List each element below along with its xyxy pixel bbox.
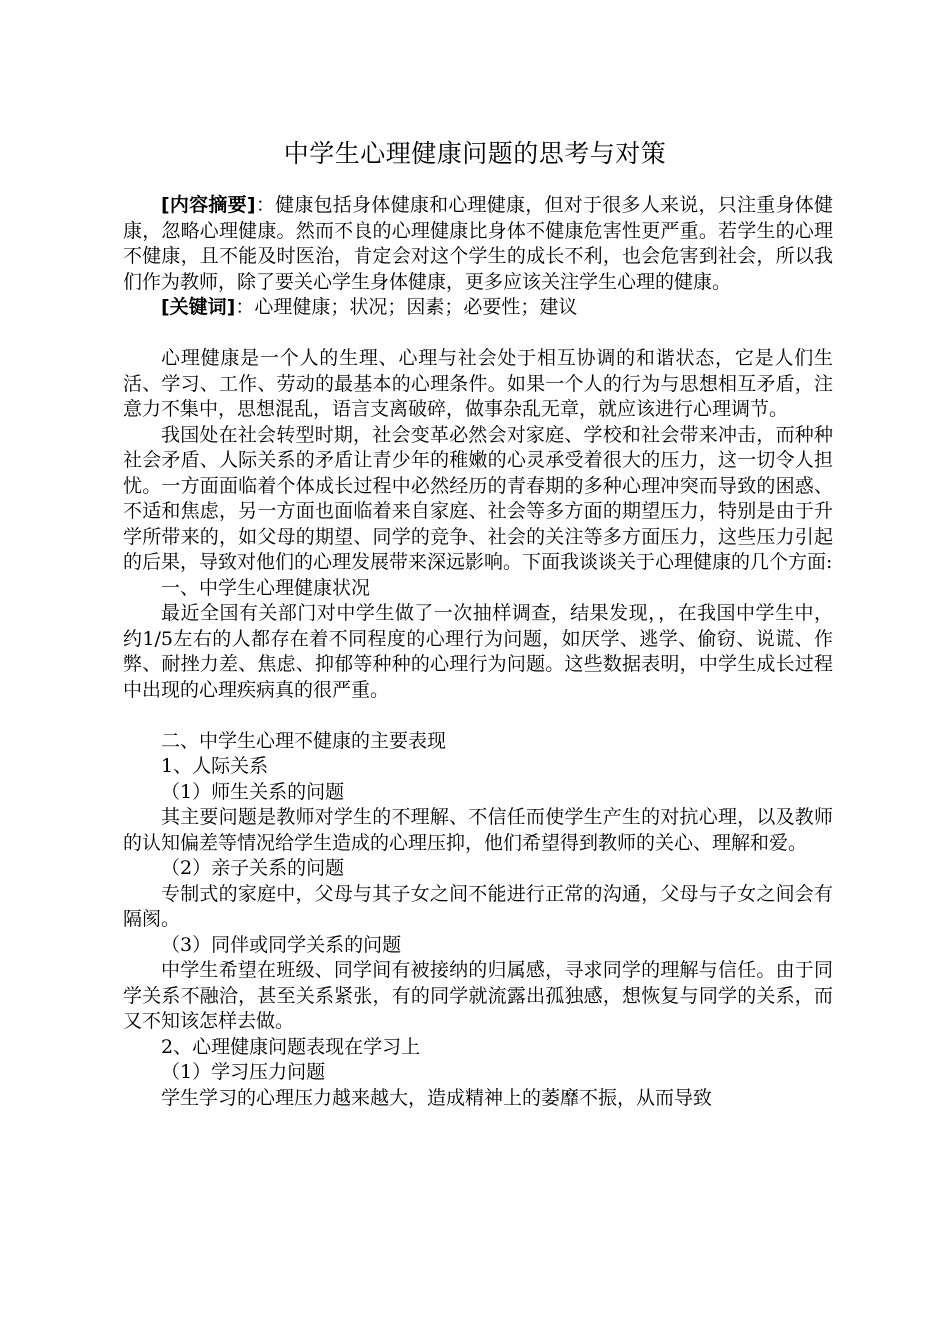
intro-paragraph-2: 我国处在社会转型时期，社会变革必然会对家庭、学校和社会带来冲击，而种种社会矛盾、人际关系的矛盾让青少年的稚嫩的心灵承受着很大的压力，这一切令人担忧。一方面面临着个体成长过程中必然经历的青春期的多种心理冲突而导致的困惑、不适和焦虑，另一方面也面临着来自家庭、社会等多方面的期望压力，特别是由于升学所带来的，如父母的期望、同学的竞争、社会的关注等多方面压力，这些压力引起的后果，导致对他们的心理发展带来深远影响。下面我谈谈关于心理健康的几个方面: [123,423,833,573]
subheading-2: 2、心理健康问题表现在学习上 [161,1035,421,1058]
keywords-paragraph [123,295,833,321]
text-2-1: 学生学习的心理压力越来越大，造成精神上的萎靡不振，从而导致 [161,1086,713,1109]
section-1-paragraph: 最近全国有关部门对中学生做了一次抽样调查，结果发现，，在我国中学生中，约1/5左右的人都存在着不同程度的心理行为问题，如厌学、逃学、偷窃、说谎、作弊、耐挫力差、焦虑、抑郁等种种的心理行为问题。这些数据表明，中学生成长过程中出现的心理疾病真的很严重。 [123,602,833,701]
abstract-text: ：健康包括身体健康和心理健康，但对于很多人来说，只注重身体健康，忽略心理健康。然而不良的心理健康比身体不健康危害性更严重。若学生的心理不健康，且不能及时医治，肯定会对这个学生的成长不利，也会危害到社会，所以我们作为教师，除了要关心学生身体健康，更多应该关注学生心理的健康。 [123,194,833,293]
document-title: 中学生心理健康问题的思考与对策 [283,139,667,168]
keywords-label: [关键词] [161,296,236,318]
section-heading-1: 一、中学生心理健康状况 [161,576,371,599]
subheading-1: 1、人际关系 [161,755,269,777]
keywords-text: ：心理健康；状况；因素；必要性；建议 [235,296,578,318]
document-body [123,193,833,1111]
intro-paragraph-1: 心理健康是一个人的生理、心理与社会处于相互协调的和谐状态，它是人们生活、学习、工作、劳动的最基本的心理条件。如果一个人的行为与思想相互矛盾，注意力不集中，思想混乱，语言支离破碎，做事杂乱无章，就应该进行心理调节。 [123,347,833,420]
subheading-1-1: （1）师生关系的问题 [161,780,345,803]
text-1-1: 其主要问题是教师对学生的不理解、不信任而使学生产生的对抗心理，以及教师的认知偏差等情况给学生造成的心理压抑，他们希望得到教师的关心、理解和爱。 [123,806,833,854]
blank-line [123,321,833,347]
abstract-paragraph [123,193,833,295]
subheading-1-3: （3）同伴或同学关系的问题 [161,933,402,956]
subheading-2-1: （1）学习压力问题 [161,1061,326,1083]
text-1-2: 专制式的家庭中，父母与其子女之间不能进行正常的沟通，父母与子女之间会有隔阂。 [123,882,833,930]
text-1-3: 中学生希望在班级、同学间有被接纳的归属感，寻求同学的理解与信任。由于同学关系不融洽，甚至关系紧张，有的同学就流露出孤独感，想恢复与同学的关系，而又不知该怎样去做。 [123,959,833,1032]
section-heading-2: 二、中学生心理不健康的主要表现 [161,729,447,752]
blank-line [123,703,833,729]
abstract-label: [内容摘要] [161,194,256,216]
subheading-1-2: （2）亲子关系的问题 [161,857,345,879]
